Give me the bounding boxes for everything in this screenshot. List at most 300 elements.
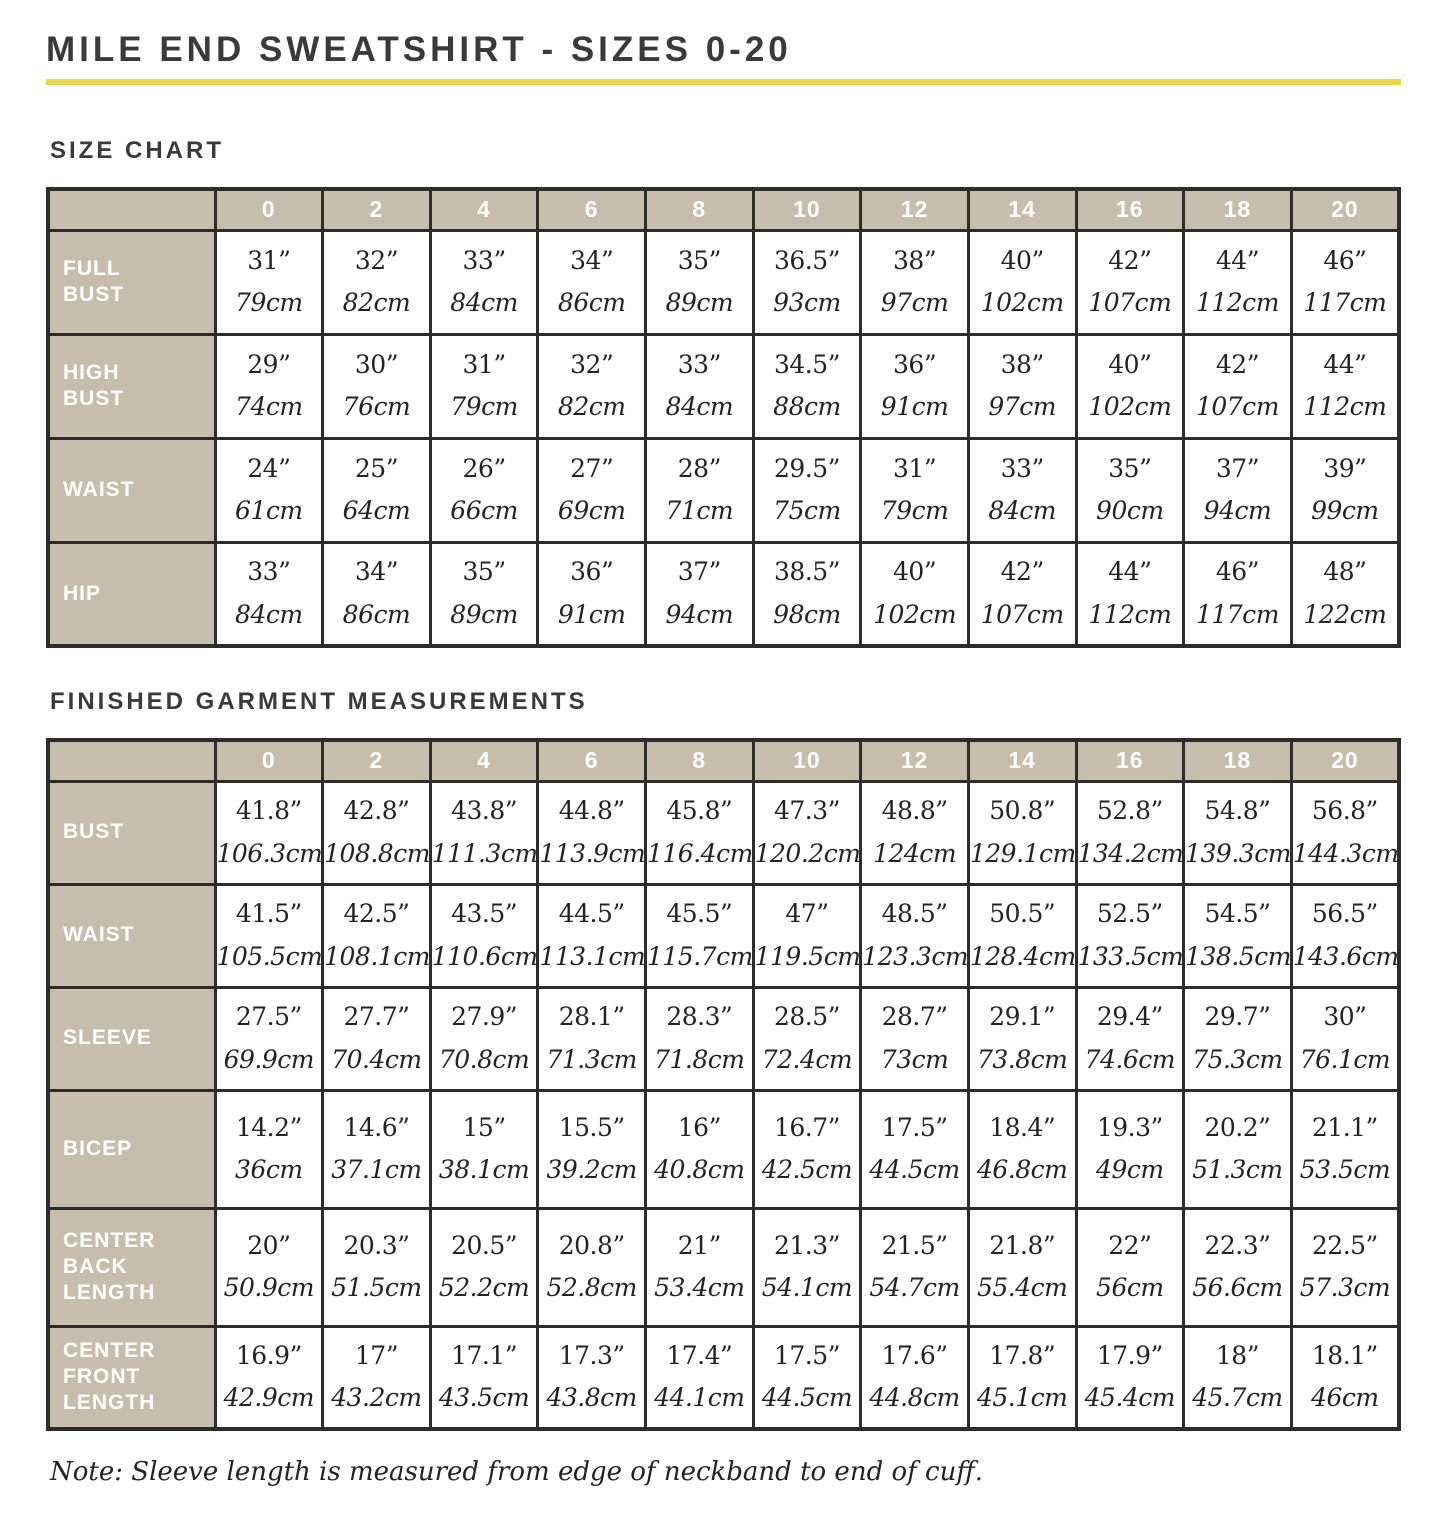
measurement-inches: 30” xyxy=(354,349,398,379)
measurement-inches: 16.7” xyxy=(773,1112,840,1142)
measurement-inches: 28.3” xyxy=(666,1002,733,1031)
measurement-cm: 36cm xyxy=(235,1155,303,1184)
row-label xyxy=(48,334,215,438)
measurement-cm: 64cm xyxy=(342,496,411,525)
measurement-cell xyxy=(861,230,969,334)
measurement-inches: 17.4” xyxy=(666,1340,733,1370)
measurement-cell xyxy=(861,438,969,542)
measurement-inches: 29.5” xyxy=(773,453,840,483)
row-label xyxy=(48,1326,215,1429)
measurement-inches: 56.8” xyxy=(1311,796,1378,825)
measurement-cell xyxy=(538,1090,646,1208)
measurement-cm: 89cm xyxy=(450,599,518,629)
measurement-inches: 31” xyxy=(462,349,506,379)
measurement-inches: 44.8” xyxy=(558,796,625,825)
measurement-inches: 31” xyxy=(247,245,291,275)
row-label-text: FULL BUST xyxy=(63,256,125,306)
row-label-text: CENTER FRONT LENGTH xyxy=(63,1338,156,1415)
measurement-cm: 76cm xyxy=(342,392,411,421)
finished-garment-table xyxy=(46,738,1401,1431)
row-label-text: BICEP xyxy=(63,1136,133,1160)
measurement-cell xyxy=(430,987,538,1090)
measurement-cm: 53.4cm xyxy=(654,1273,745,1302)
measurement-inches: 29.4” xyxy=(1096,1002,1163,1031)
measurement-inches: 34.5” xyxy=(773,349,840,379)
measurement-cell xyxy=(430,334,538,438)
measurement-cell xyxy=(215,1208,323,1326)
measurement-cm: 120.2cm xyxy=(754,838,861,868)
measurement-inches: 22.5” xyxy=(1311,1230,1378,1260)
measurement-inches: 36” xyxy=(893,349,937,379)
measurement-inches: 43.8” xyxy=(451,796,518,825)
measurement-cell xyxy=(323,542,431,646)
measurement-inches: 38.5” xyxy=(773,557,840,587)
measurement-inches: 38” xyxy=(893,245,937,275)
measurement-inches: 48” xyxy=(1323,557,1367,587)
measurement-cell xyxy=(430,1326,538,1429)
measurement-cell xyxy=(753,781,861,884)
measurement-inches: 27.9” xyxy=(451,1002,518,1031)
measurement-inches: 42” xyxy=(1108,245,1152,275)
measurement-inches: 35” xyxy=(462,557,506,587)
measurement-cm: 97cm xyxy=(988,392,1056,421)
measurement-cm: 88cm xyxy=(773,392,841,421)
measurement-inches: 20.2” xyxy=(1204,1112,1271,1142)
measurement-inches: 28.1” xyxy=(558,1002,625,1031)
measurement-cm: 54.7cm xyxy=(869,1273,960,1302)
table-row xyxy=(48,884,1399,987)
measurement-cell xyxy=(646,542,754,646)
row-label-text: WAIST xyxy=(63,923,135,947)
measurement-cell xyxy=(1184,542,1292,646)
measurement-inches: 42.8” xyxy=(343,796,410,825)
row-label xyxy=(48,230,215,334)
measurement-cell xyxy=(215,884,323,987)
measurement-cm: 117cm xyxy=(1195,599,1279,629)
measurement-inches: 17.9” xyxy=(1096,1340,1163,1370)
measurement-cell xyxy=(323,1326,431,1429)
measurement-cell xyxy=(968,542,1076,646)
measurement-cell xyxy=(430,781,538,884)
measurement-cm: 107cm xyxy=(1195,392,1279,421)
measurement-cm: 45.7cm xyxy=(1192,1383,1283,1413)
measurement-cell xyxy=(538,1326,646,1429)
measurement-cell xyxy=(1076,1326,1184,1429)
measurement-inches: 31” xyxy=(893,453,937,483)
size-column-header: 20 xyxy=(1291,189,1399,230)
size-header-row xyxy=(48,740,1399,781)
measurement-cell xyxy=(861,334,969,438)
measurement-cell xyxy=(968,1090,1076,1208)
measurement-cell xyxy=(1184,334,1292,438)
size-chart-heading: SIZE CHART xyxy=(50,137,224,164)
measurement-inches: 16” xyxy=(677,1112,721,1142)
measurement-cell xyxy=(215,438,323,542)
measurement-inches: 29.1” xyxy=(989,1002,1056,1031)
measurement-cell xyxy=(646,334,754,438)
measurement-cell xyxy=(753,542,861,646)
measurement-cm: 102cm xyxy=(980,288,1064,317)
size-chart-table xyxy=(46,187,1401,648)
measurement-cm: 72.4cm xyxy=(761,1044,853,1074)
measurement-cm: 69.9cm xyxy=(223,1044,314,1074)
measurement-cell xyxy=(753,334,861,438)
measurement-cm: 99cm xyxy=(1311,496,1379,525)
measurement-inches: 16.9” xyxy=(235,1340,302,1370)
measurement-cell xyxy=(323,334,431,438)
measurement-cell xyxy=(1184,1326,1292,1429)
measurement-cm: 84cm xyxy=(988,496,1056,525)
measurement-cm: 111.3cm xyxy=(431,838,538,868)
measurement-cell xyxy=(323,781,431,884)
row-label xyxy=(48,1090,215,1208)
measurement-cell xyxy=(430,884,538,987)
measurement-inches: 33” xyxy=(247,557,291,587)
measurement-cell xyxy=(646,230,754,334)
measurement-cell xyxy=(1291,542,1399,646)
measurement-cm: 82cm xyxy=(342,288,411,317)
size-column-header: 16 xyxy=(1076,740,1184,781)
measurement-inches: 20.3” xyxy=(343,1230,410,1260)
size-column-header: 0 xyxy=(215,189,323,230)
measurement-inches: 54.8” xyxy=(1204,796,1271,825)
measurement-cm: 105.5cm xyxy=(216,941,323,971)
measurement-inches: 46” xyxy=(1215,557,1259,587)
measurement-cm: 107cm xyxy=(1088,288,1172,317)
measurement-cell xyxy=(1291,230,1399,334)
finished-garment-heading: FINISHED GARMENT MEASUREMENTS xyxy=(50,688,588,715)
row-label-text: BUST xyxy=(63,820,125,844)
size-column-header: 6 xyxy=(538,189,646,230)
measurement-cm: 52.8cm xyxy=(546,1273,637,1302)
measurement-cell xyxy=(1184,1090,1292,1208)
measurement-cell xyxy=(753,230,861,334)
measurement-cm: 84cm xyxy=(450,288,518,317)
measurement-cell xyxy=(753,1326,861,1429)
measurement-inches: 19.3” xyxy=(1096,1112,1163,1142)
measurement-cm: 73cm xyxy=(880,1044,949,1074)
measurement-cell xyxy=(968,1208,1076,1326)
measurement-inches: 35” xyxy=(677,245,721,275)
measurement-cm: 133.5cm xyxy=(1077,941,1184,971)
measurement-cell xyxy=(430,438,538,542)
measurement-cm: 90cm xyxy=(1096,496,1164,525)
measurement-cm: 79cm xyxy=(880,496,949,525)
measurement-cm: 94cm xyxy=(1203,496,1272,525)
row-label xyxy=(48,438,215,542)
measurement-cm: 46.8cm xyxy=(977,1155,1068,1184)
measurement-inches: 47.3” xyxy=(773,796,840,825)
size-column-header: 2 xyxy=(323,740,431,781)
measurement-cell xyxy=(1291,334,1399,438)
measurement-cm: 129.1cm xyxy=(969,838,1076,868)
measurement-cm: 57.3cm xyxy=(1299,1273,1391,1302)
table-row xyxy=(48,230,1399,334)
size-column-header: 6 xyxy=(538,740,646,781)
measurement-cm: 66cm xyxy=(450,496,518,525)
measurement-cm: 98cm xyxy=(773,599,841,629)
measurement-cell xyxy=(323,987,431,1090)
measurement-cm: 86cm xyxy=(557,288,626,317)
measurement-cell xyxy=(1184,781,1292,884)
measurement-cm: 106.3cm xyxy=(216,838,323,868)
measurement-cell xyxy=(215,230,323,334)
size-column-header: 0 xyxy=(215,740,323,781)
measurement-cm: 45.1cm xyxy=(977,1383,1068,1413)
measurement-inches: 46” xyxy=(1323,245,1367,275)
size-column-header: 10 xyxy=(753,189,861,230)
measurement-inches: 17” xyxy=(354,1340,398,1370)
measurement-inches: 18.4” xyxy=(989,1112,1056,1142)
measurement-inches: 40” xyxy=(1108,349,1152,379)
table-row xyxy=(48,1090,1399,1208)
measurement-cell xyxy=(1291,438,1399,542)
measurement-cell xyxy=(968,884,1076,987)
measurement-cm: 75cm xyxy=(773,496,841,525)
measurement-inches: 17.6” xyxy=(881,1340,948,1370)
measurement-cell xyxy=(1291,884,1399,987)
measurement-cell xyxy=(753,884,861,987)
measurement-inches: 21.1” xyxy=(1311,1112,1378,1142)
measurement-inches: 43.5” xyxy=(451,899,518,928)
measurement-cm: 97cm xyxy=(880,288,949,317)
measurement-cell xyxy=(968,230,1076,334)
measurement-inches: 44” xyxy=(1323,349,1367,379)
measurement-cm: 45.4cm xyxy=(1084,1383,1175,1413)
measurement-inches: 40” xyxy=(1000,245,1044,275)
measurement-cell xyxy=(538,230,646,334)
measurement-inches: 33” xyxy=(1000,453,1044,483)
measurement-cell xyxy=(1076,1090,1184,1208)
measurement-cell xyxy=(215,542,323,646)
measurement-cell xyxy=(215,781,323,884)
measurement-cm: 46cm xyxy=(1311,1383,1379,1413)
measurement-inches: 22” xyxy=(1108,1230,1152,1260)
measurement-inches: 20” xyxy=(247,1230,291,1260)
row-label-text: HIP xyxy=(63,581,102,605)
measurement-cell xyxy=(861,884,969,987)
measurement-inches: 52.8” xyxy=(1096,796,1163,825)
measurement-inches: 30” xyxy=(1323,1002,1367,1031)
measurement-inches: 47” xyxy=(785,899,829,928)
measurement-cm: 69cm xyxy=(557,496,626,525)
measurement-cm: 79cm xyxy=(235,288,303,317)
measurement-cell xyxy=(1184,230,1292,334)
measurement-cell xyxy=(646,1208,754,1326)
size-header-row xyxy=(48,189,1399,230)
measurement-cell xyxy=(1076,438,1184,542)
table-row xyxy=(48,334,1399,438)
measurement-inches: 42” xyxy=(1215,349,1259,379)
measurement-cm: 70.4cm xyxy=(331,1044,422,1074)
size-column-header: 18 xyxy=(1184,189,1292,230)
measurement-cm: 54.1cm xyxy=(761,1273,853,1302)
measurement-cm: 112cm xyxy=(1088,599,1172,629)
page-title: MILE END SWEATSHIRT - SIZES 0-20 xyxy=(46,30,792,69)
measurement-cell xyxy=(646,987,754,1090)
measurement-cell xyxy=(753,438,861,542)
measurement-cm: 116.4cm xyxy=(647,838,753,868)
measurement-inches: 28.5” xyxy=(773,1002,840,1031)
measurement-inches: 25” xyxy=(354,453,398,483)
measurement-inches: 17.8” xyxy=(989,1340,1056,1370)
measurement-cell xyxy=(1291,1208,1399,1326)
row-label xyxy=(48,987,215,1090)
measurement-cm: 51.5cm xyxy=(331,1273,422,1302)
measurement-cell xyxy=(323,438,431,542)
measurement-cm: 117cm xyxy=(1303,288,1387,317)
measurement-inches: 41.8” xyxy=(235,796,302,825)
size-column-header: 18 xyxy=(1184,740,1292,781)
measurement-inches: 33” xyxy=(462,245,506,275)
measurement-cell xyxy=(861,1208,969,1326)
measurement-cell xyxy=(968,334,1076,438)
measurement-cm: 40.8cm xyxy=(654,1155,745,1184)
measurement-cm: 43.5cm xyxy=(438,1383,530,1413)
measurement-inches: 18” xyxy=(1215,1340,1259,1370)
measurement-cm: 56cm xyxy=(1096,1273,1164,1302)
measurement-cell xyxy=(538,781,646,884)
table-row xyxy=(48,438,1399,542)
measurement-cm: 76.1cm xyxy=(1299,1044,1391,1074)
measurement-inches: 34” xyxy=(570,245,614,275)
measurement-cm: 112cm xyxy=(1195,288,1279,317)
measurement-cell xyxy=(1076,1208,1184,1326)
measurement-cell xyxy=(1291,781,1399,884)
measurement-cm: 73.8cm xyxy=(977,1044,1068,1074)
corner-cell xyxy=(48,740,215,781)
measurement-cell xyxy=(430,542,538,646)
measurement-cm: 113.9cm xyxy=(539,838,646,868)
measurement-inches: 38” xyxy=(1000,349,1044,379)
sleeve-note: Note: Sleeve length is measured from edge of neckband to end of cuff. xyxy=(50,1457,984,1487)
measurement-inches: 37” xyxy=(677,557,721,587)
size-column-header: 2 xyxy=(323,189,431,230)
measurement-cm: 43.8cm xyxy=(546,1383,637,1413)
measurement-cell xyxy=(861,987,969,1090)
measurement-cell xyxy=(215,1326,323,1429)
measurement-cell xyxy=(753,987,861,1090)
measurement-cm: 113.1cm xyxy=(539,941,646,971)
measurement-cell xyxy=(968,1326,1076,1429)
measurement-cm: 108.8cm xyxy=(324,838,430,868)
measurement-cm: 110.6cm xyxy=(431,941,538,971)
row-label-text: HIGH BUST xyxy=(63,360,125,410)
measurement-inches: 17.5” xyxy=(881,1112,948,1142)
measurement-inches: 26” xyxy=(462,453,506,483)
measurement-inches: 32” xyxy=(570,349,614,379)
measurement-inches: 14.6” xyxy=(343,1112,410,1142)
measurement-cell xyxy=(968,438,1076,542)
measurement-inches: 21.3” xyxy=(773,1230,840,1260)
size-column-header: 4 xyxy=(430,189,538,230)
measurement-cell xyxy=(1184,1208,1292,1326)
row-label xyxy=(48,1208,215,1326)
measurement-inches: 41.5” xyxy=(235,899,302,928)
measurement-cm: 84cm xyxy=(665,392,734,421)
measurement-cm: 123.3cm xyxy=(862,941,969,971)
measurement-cell xyxy=(1184,987,1292,1090)
measurement-inches: 27.5” xyxy=(235,1002,302,1031)
measurement-cm: 107cm xyxy=(980,599,1064,629)
measurement-inches: 17.5” xyxy=(773,1340,840,1370)
measurement-inches: 22.3” xyxy=(1204,1230,1271,1260)
measurement-cm: 115.7cm xyxy=(647,941,753,971)
measurement-cell xyxy=(646,884,754,987)
measurement-cell xyxy=(538,1208,646,1326)
measurement-inches: 42.5” xyxy=(343,899,410,928)
measurement-cell xyxy=(1076,334,1184,438)
measurement-inches: 37” xyxy=(1215,453,1259,483)
measurement-cm: 39.2cm xyxy=(546,1155,637,1184)
measurement-inches: 45.5” xyxy=(666,899,733,928)
measurement-cm: 71.8cm xyxy=(654,1044,745,1074)
row-label-text: SLEEVE xyxy=(63,1026,152,1050)
table-row xyxy=(48,542,1399,646)
measurement-cm: 102cm xyxy=(873,599,957,629)
measurement-cm: 94cm xyxy=(665,599,734,629)
measurement-inches: 36.5” xyxy=(773,245,840,275)
measurement-cm: 144.3cm xyxy=(1292,838,1399,868)
measurement-cm: 79cm xyxy=(450,392,518,421)
measurement-inches: 15.5” xyxy=(558,1112,625,1142)
measurement-cell xyxy=(1076,987,1184,1090)
measurement-cell xyxy=(1076,230,1184,334)
measurement-cell xyxy=(1076,542,1184,646)
measurement-inches: 14.2” xyxy=(235,1112,302,1142)
measurement-cell xyxy=(646,1326,754,1429)
measurement-cell xyxy=(753,1208,861,1326)
measurement-cm: 91cm xyxy=(880,392,949,421)
measurement-inches: 32” xyxy=(354,245,398,275)
size-column-header: 14 xyxy=(968,189,1076,230)
measurement-cell xyxy=(1291,1090,1399,1208)
measurement-cm: 74.6cm xyxy=(1084,1044,1175,1074)
measurement-cm: 138.5cm xyxy=(1185,941,1291,971)
measurement-cm: 134.2cm xyxy=(1077,838,1184,868)
size-column-header: 4 xyxy=(430,740,538,781)
measurement-cell xyxy=(215,987,323,1090)
measurement-inches: 29.7” xyxy=(1204,1002,1271,1031)
table-row xyxy=(48,1208,1399,1326)
measurement-cell xyxy=(646,1090,754,1208)
measurement-cell xyxy=(861,1326,969,1429)
measurement-cell xyxy=(753,1090,861,1208)
measurement-cm: 71.3cm xyxy=(546,1044,637,1074)
measurement-cell xyxy=(1184,438,1292,542)
measurement-cm: 119.5cm xyxy=(754,941,861,971)
measurement-cm: 84cm xyxy=(235,599,303,629)
row-label xyxy=(48,542,215,646)
measurement-cell xyxy=(646,438,754,542)
measurement-inches: 52.5” xyxy=(1096,899,1163,928)
measurement-cm: 44.5cm xyxy=(869,1155,960,1184)
measurement-cell xyxy=(323,884,431,987)
size-column-header: 8 xyxy=(646,740,754,781)
measurement-cell xyxy=(861,542,969,646)
measurement-inches: 28.7” xyxy=(881,1002,948,1031)
measurement-cell xyxy=(538,884,646,987)
measurement-cm: 44.1cm xyxy=(654,1383,745,1413)
measurement-cell xyxy=(430,230,538,334)
size-column-header: 14 xyxy=(968,740,1076,781)
measurement-cm: 122cm xyxy=(1303,599,1387,629)
measurement-inches: 48.8” xyxy=(881,796,948,825)
measurement-cell xyxy=(538,987,646,1090)
measurement-cm: 43.2cm xyxy=(331,1383,422,1413)
measurement-inches: 36” xyxy=(570,557,614,587)
measurement-cell xyxy=(1291,987,1399,1090)
